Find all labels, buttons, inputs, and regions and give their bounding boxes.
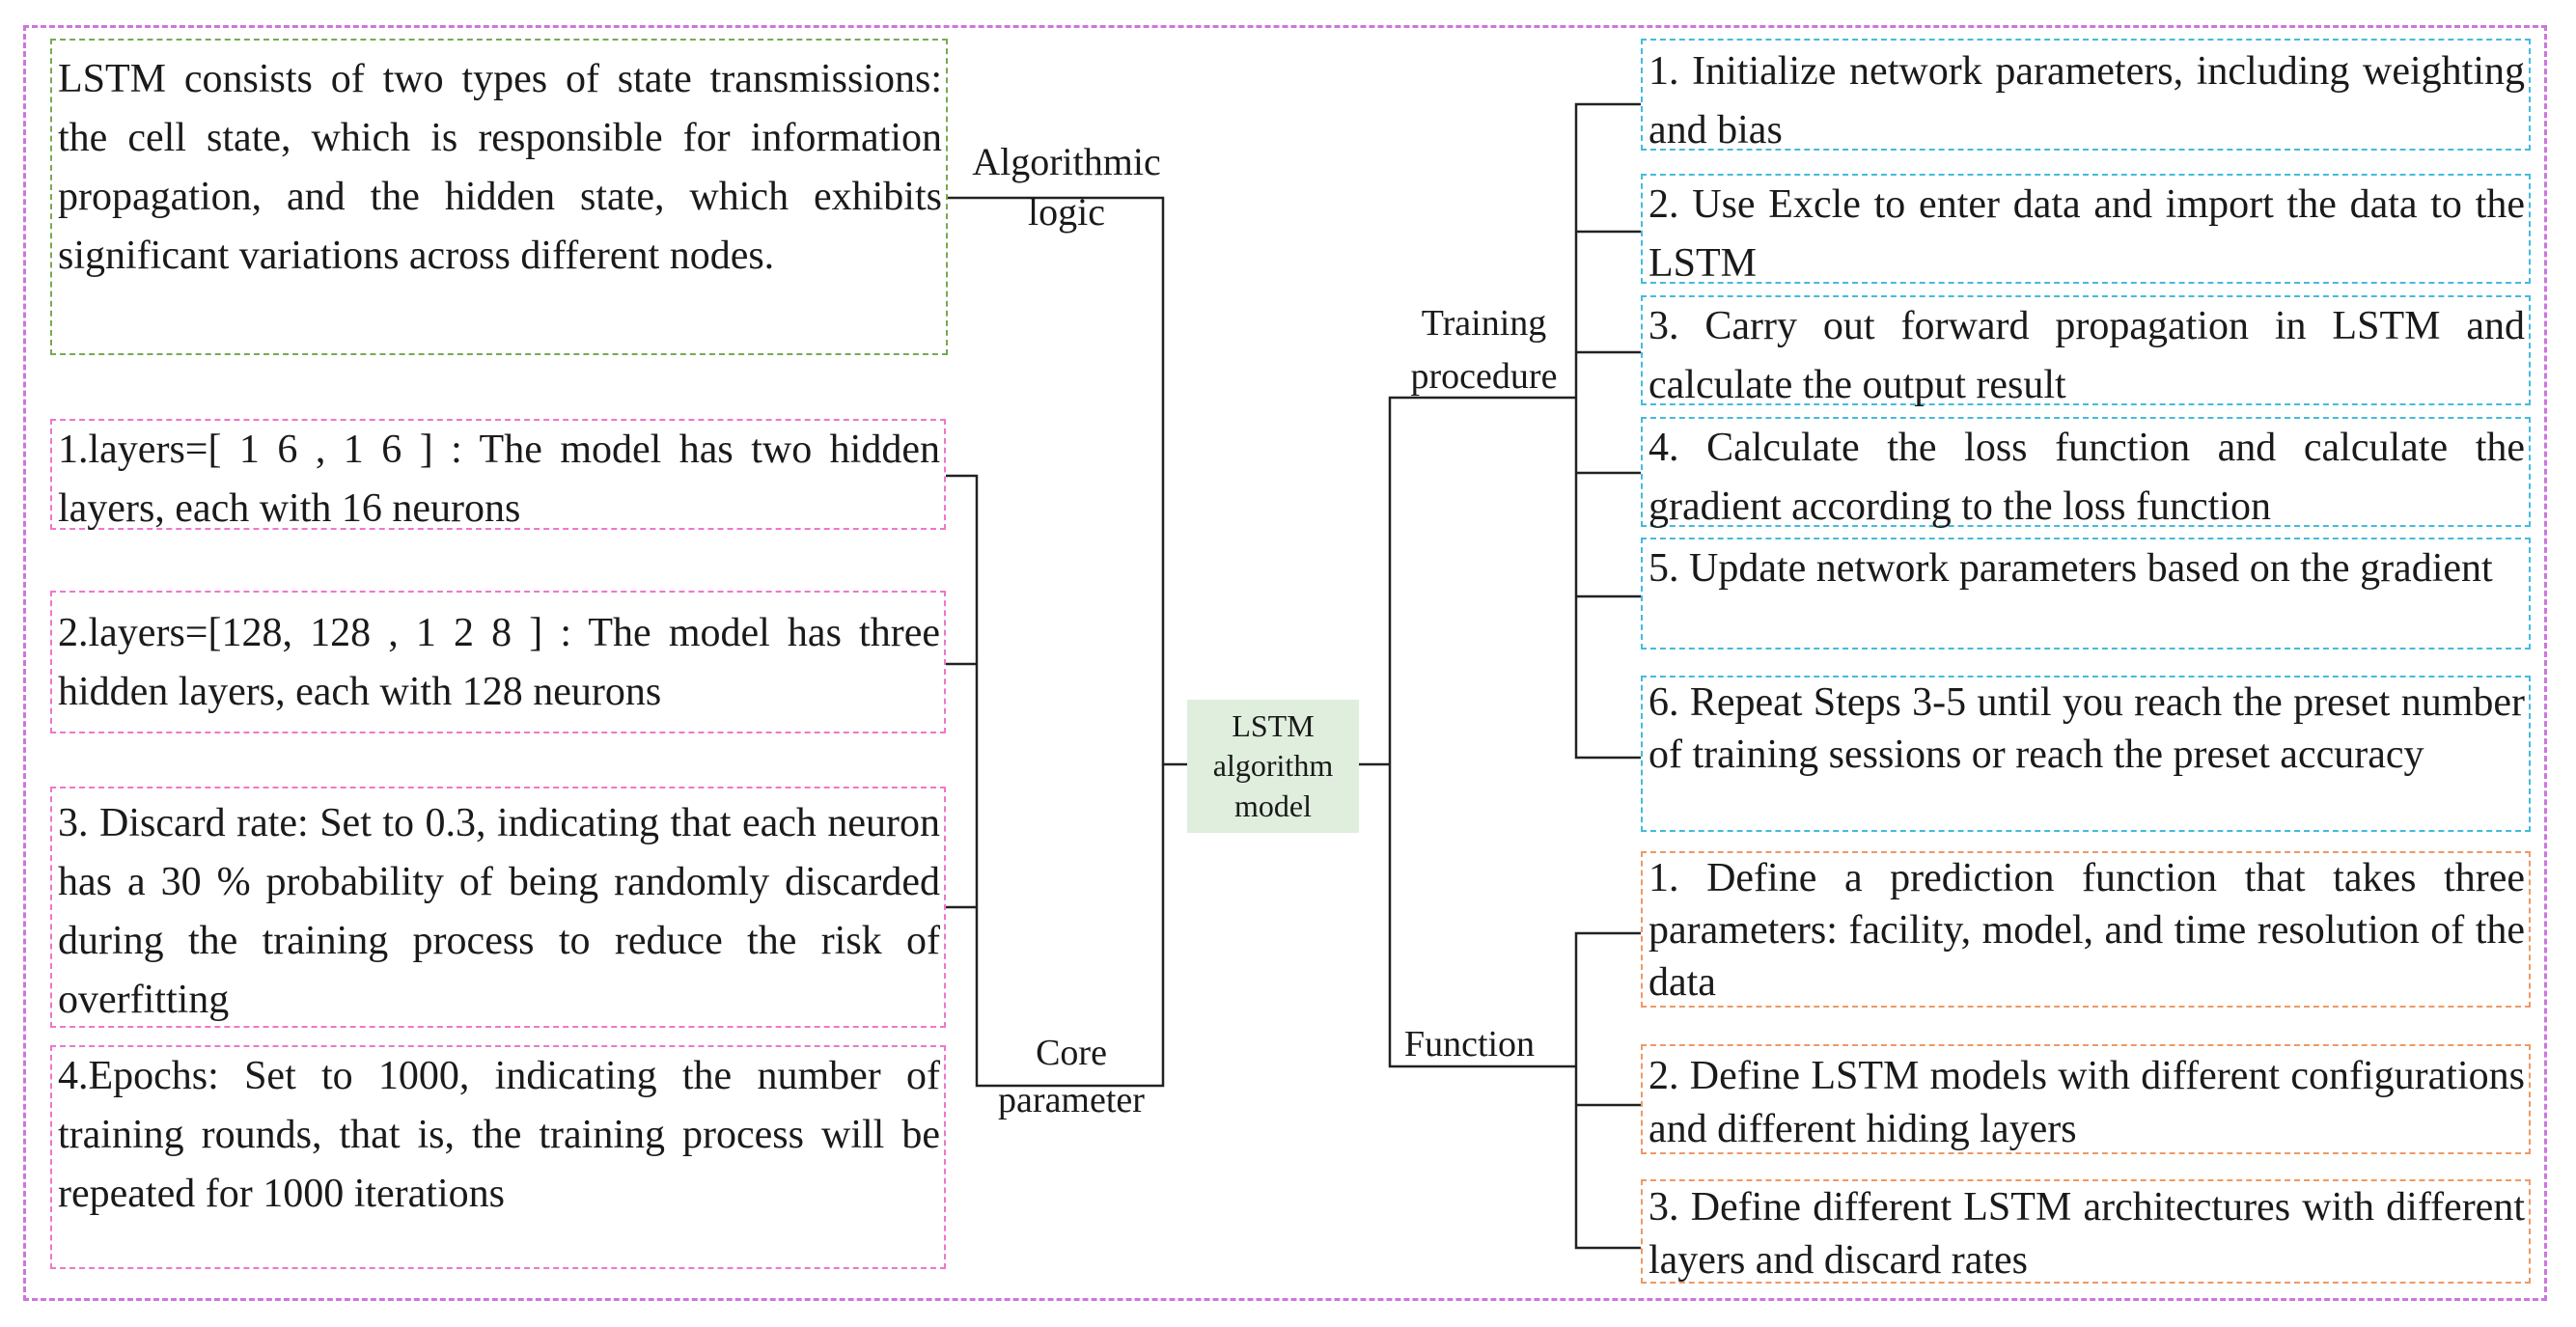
center-line-1: LSTM bbox=[1232, 707, 1315, 743]
connector-algorithmic-logic bbox=[948, 198, 1187, 764]
center-line-3: model bbox=[1234, 788, 1312, 823]
core-parameter-box-4: 4.Epochs: Set to 1000, indicating the number of training rounds, that is, the training process will be repeated for 1000 iterations bbox=[50, 1045, 946, 1269]
center-line-2: algorithm bbox=[1212, 748, 1334, 784]
function-box-3: 3. Define different LSTM architectures with different layers and discard rates bbox=[1641, 1179, 2531, 1284]
connector-core-parameter bbox=[946, 476, 1163, 1086]
training-step-4: 4. Calculate the loss function and calculate the gradient according to the loss function bbox=[1641, 417, 2531, 527]
label-function: Function bbox=[1403, 1024, 1536, 1064]
label-algorithmic-logic: Algorithmic logic bbox=[972, 140, 1161, 234]
training-step-6: 6. Repeat Steps 3-5 until you reach the preset number of training sessions or reach the preset accuracy bbox=[1641, 676, 2531, 832]
training-step-2: 2. Use Excle to enter data and import the data to the LSTM bbox=[1641, 174, 2531, 284]
center-node bbox=[1187, 700, 1359, 833]
training-step-3: 3. Carry out forward propagation in LSTM and calculate the output result bbox=[1641, 295, 2531, 405]
connector-training bbox=[1390, 398, 1576, 764]
function-box-2: 2. Define LSTM models with different configurations and different hiding layers bbox=[1641, 1044, 2531, 1154]
core-parameter-box-2: 2.layers=[128, 128 , 1 2 8 ] : The model has three hidden layers, each with 128 neurons bbox=[50, 591, 946, 733]
label-core-parameter: Core parameter bbox=[998, 1033, 1145, 1121]
algorithmic-logic-box: LSTM consists of two types of state transmissions: the cell state, which is responsible for information propagation, and the hidden state, which exhibits significant variations across different nodes. bbox=[50, 39, 948, 355]
core-parameter-box-1: 1.layers=[ 1 6 , 1 6 ] : The model has two hidden layers, each with 16 neurons bbox=[50, 419, 946, 530]
training-step-1: 1. Initialize network parameters, including weighting and bias bbox=[1641, 39, 2531, 151]
training-step-5: 5. Update network parameters based on the gradient bbox=[1641, 538, 2531, 650]
core-parameter-box-3: 3. Discard rate: Set to 0.3, indicating that each neuron has a 30 % probability of being randomly discarded during the training process to reduce the risk of overfitting bbox=[50, 787, 946, 1028]
function-box-1: 1. Define a prediction function that takes three parameters: facility, model, and time resolution of the data bbox=[1641, 851, 2531, 1008]
bracket-function bbox=[1576, 933, 1641, 1248]
bracket-training bbox=[1576, 104, 1641, 758]
label-training-procedure: Training procedure bbox=[1410, 303, 1558, 398]
